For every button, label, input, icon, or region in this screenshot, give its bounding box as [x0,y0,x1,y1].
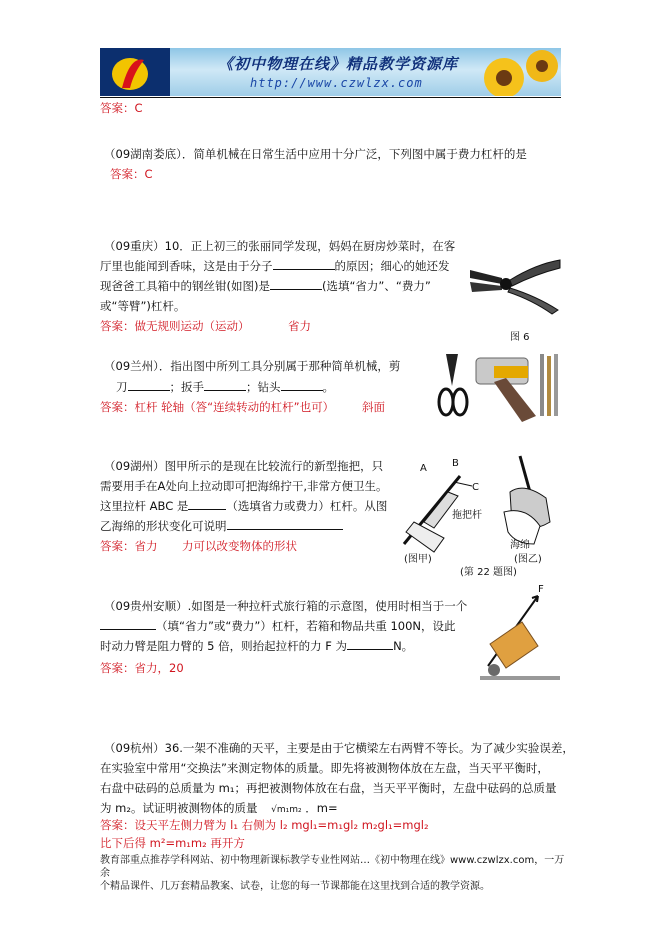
question-2-line-2 [100,256,450,276]
question-2-line-1: （09重庆）10．正上初三的张丽同学发现，妈妈在厨房炒菜时，在客 [104,239,456,253]
site-title: 《初中物理在线》精品教学资源库 [218,55,459,73]
question-4-line-3-a: 这里拉杆 ABC 是 [100,499,189,513]
tools-figure [432,352,562,424]
pliers-figure [466,252,562,316]
blank [100,617,156,630]
sqrt-formula: √m₁m₂ [271,805,302,815]
answer-q4-part-2: 力可以改变物体的形状 [182,539,297,553]
blank [204,378,246,391]
mop-point-b: B [452,458,459,469]
answer-q0: 答案：C [100,101,143,115]
mop-image-b [504,456,550,544]
figure-caption: (第 22 题图) [460,567,517,578]
question-1-text: （09湖南娄底）．简单机械在日常生活中应用十分广泛，下列图中属于费力杠杆的是 [104,147,527,161]
question-5-line-2-a: （填“省力”或“费力”）杠杆，若箱和物品共重 100N，设此 [156,619,456,633]
question-6-line-3: 右盘中砝码的总质量为 m₁；再把被测物体放在右盘，当天平平衡时，左盘中砝码的总质量 [100,781,557,795]
answer-q2-part-2: 省力 [288,319,311,333]
question-4-line-2: 需要用手在A处向上拉动即可把海绵拧干,非常方便卫生。 [100,479,388,493]
question-2-line-2-b: 的原因；细心的她还发 [334,259,450,273]
question-4-line-3 [100,496,387,516]
question-5-line-3-a: 时动力臂是阻力臂的 5 倍，则抬起拉杆的力 F 为 [100,639,348,653]
blank [347,637,393,650]
blank [188,497,226,510]
question-2-line-3-a: 现爸爸工具箱中的钢丝钳(如图)是 [100,279,270,293]
header-banner [100,48,561,96]
drill-bits-image [540,354,558,416]
blank [281,378,323,391]
question-4-line-4 [100,516,343,536]
answer-q5: 答案：省力，20 [100,661,184,675]
force-label: F [538,584,544,595]
question-3-line-2-c: ；钻头 [246,380,281,394]
answer-q4: 答案：省力 [100,539,158,553]
mop-point-a: A [420,463,427,474]
question-5-line-3 [100,636,413,656]
suitcase-figure [480,588,560,684]
answer-q3-part-2: 斜面 [362,400,385,414]
blank [273,257,335,270]
question-6-line-2: 在实验室中常用“交换法”来测定物体的质量。即先将被测物体放在左盘，当天平平衡时， [100,761,549,775]
question-2-line-3 [100,276,431,296]
figure-a-label: (图甲) [404,554,432,565]
question-4-line-3-b: （选填省力或费力）杠杆。从图 [226,499,388,513]
footer-line-2: 个精品课件、几万套精品教案、试卷，让您的每一节课都能在这里找到合适的教学资源。 [100,881,490,892]
answer-q2: 答案：做无规则运动（运动） [100,319,250,333]
footer-line-1: 教育部重点推荐学科网站、初中物理新课标教学专业性网站…《初中物理在线》www.czwlzx.com，一万余 [100,855,565,879]
question-6-line-4-c: ．m= [305,801,338,815]
mop-point-c: C [472,482,479,493]
answer-q1: 答案：C [110,167,153,181]
question-2-line-4: 或“等臂”)杠杆。 [100,299,186,313]
footer [100,854,570,893]
question-3-line-1: （09兰州）．指出图中所列工具分别属于那种简单机械，剪 [104,359,401,373]
blank [128,378,170,391]
site-url: http://www.czwlzx.com [250,76,423,90]
question-2-line-3-b: (选填“省力”、“费力” [321,279,431,293]
answer-q3: 答案：杠杆 轮轴（答“连续转动的杠杆”也可） [100,400,335,414]
question-5-line-3-b: N。 [393,639,414,653]
mop-rod-label: 拖把杆 [452,510,482,521]
question-4-line-1: （09湖州）图甲所示的是现在比较流行的新型拖把，只 [104,459,384,473]
question-3-line-2-d: 。 [322,380,334,394]
blank [227,517,343,530]
question-5-line-1: （09贵州安顺）.如图是一种拉杆式旅行箱的示意图，使用时相当于一个 [104,599,468,613]
wrench-image [476,358,536,422]
header-divider [100,97,561,98]
question-5-line-2 [100,616,456,636]
question-2-line-2-a: 厅里也能闻到香味，这是由于分子 [100,259,273,273]
scissors-image [439,354,467,415]
question-3-line-2-a: 刀 [116,380,128,394]
answer-q6-line-2: 比下后得 m²=m₁m₂ 再开方 [100,836,245,850]
sponge-label: 海绵 [510,540,530,551]
figure-b-label: (图乙) [514,554,542,565]
question-3-line-2-b: ；扳手 [169,380,204,394]
blank [270,277,322,290]
question-6-line-4-a: 为 m₂。试证明被测物体的质量 [100,801,258,815]
answer-q6-line-1: 答案：设天平左侧力臂为 l₁ 右侧为 l₂ mgl₁=m₁gl₂ m₂gl₁=mgl₂ [100,818,429,832]
question-6-line-1: （09杭州）36.一架不准确的天平，主要是由于它横梁左右两臂不等长。为了减少实验误差， [104,741,574,755]
figure-6-label: 图 6 [510,332,530,343]
question-3-line-2 [116,377,334,397]
question-4-line-4-a: 乙海绵的形状变化可说明 [100,519,227,533]
